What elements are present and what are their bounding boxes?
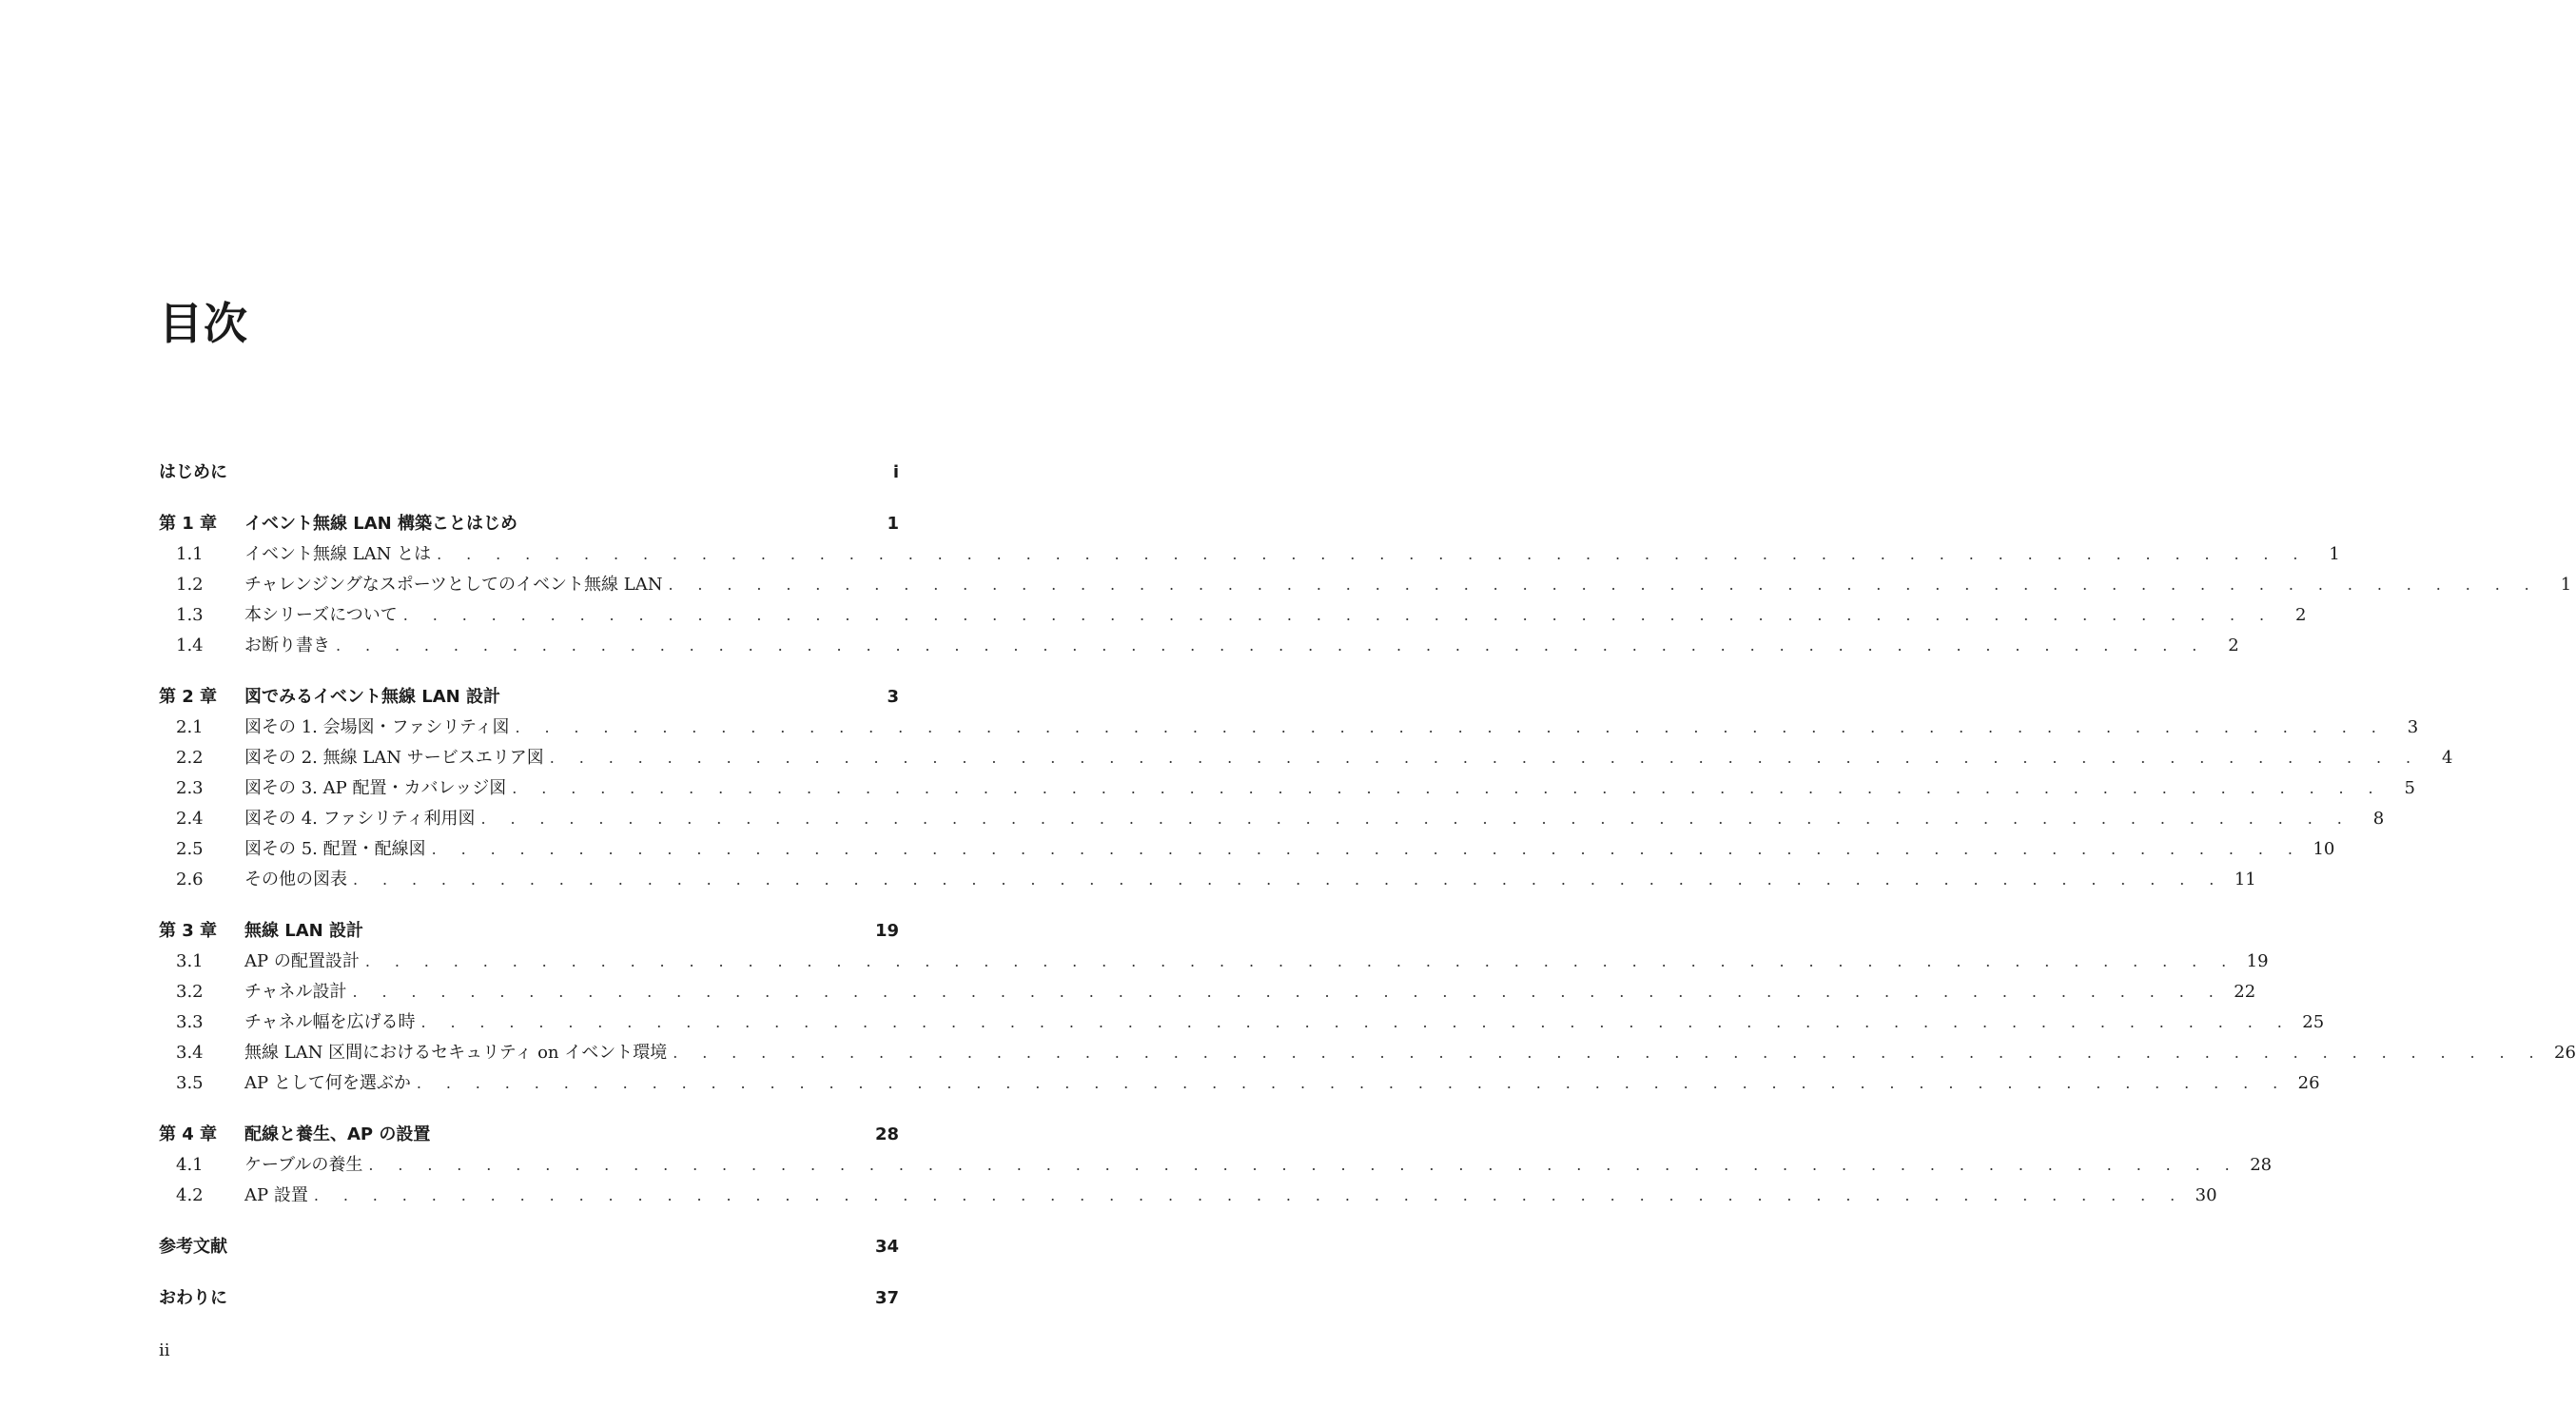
section-page: 11 [2234, 870, 2256, 889]
dot-leader: . . . . . . . . . . . . . . . . . . . . . . . . . . . . . . . . . . . . . . . . . . . . . . . . . . . . . . . . . . . . . . . . [353, 870, 2224, 889]
section-title: チャネル幅を広げる時 [244, 1012, 416, 1032]
section-page: 26 [2297, 1073, 2320, 1093]
section-number: 1.2 [176, 575, 204, 595]
toc-section-3-4[interactable] [159, 1038, 2576, 1068]
section-page: 22 [2234, 982, 2256, 1002]
chapter-page: 28 [874, 1124, 899, 1144]
toc-section-2-5[interactable] [159, 834, 2335, 865]
section-number: 3.1 [176, 951, 204, 971]
chapter-title: 配線と養生、AP の設置 [244, 1124, 431, 1144]
section-number: 2.6 [176, 870, 204, 889]
toc-chapter-4[interactable] [159, 1120, 899, 1150]
section-number: 2.4 [176, 809, 204, 829]
toc-entry-page: 34 [874, 1237, 899, 1257]
section-title: AP 設置 [244, 1185, 308, 1205]
toc-entry-afterword[interactable] [159, 1283, 899, 1314]
section-page: 10 [2313, 839, 2335, 859]
section-title: 無線 LAN 区間におけるセキュリティ on イベント環境 [244, 1043, 668, 1063]
toc-section-3-2[interactable] [159, 977, 2256, 1007]
section-title: 図その 5. 配置・配線図 [244, 839, 426, 859]
section-number: 1.3 [176, 605, 204, 625]
chapter-title: イベント無線 LAN 構築ことはじめ [244, 514, 517, 534]
toc-section-3-3[interactable] [159, 1007, 2325, 1038]
section-number: 3.4 [176, 1043, 204, 1063]
toc-section-1-1[interactable] [159, 539, 2340, 570]
chapter-title: 図でみるイベント無線 LAN 設計 [244, 687, 500, 707]
toc-section-2-4[interactable] [159, 804, 2385, 834]
dot-leader: . . . . . . . . . . . . . . . . . . . . . . . . . . . . . . . . . . . . . . . . . . . . . . . . . . . . . . . . . . . . . . . . [368, 1156, 2240, 1174]
toc-section-2-3[interactable] [159, 773, 2415, 804]
toc-section-4-1[interactable] [159, 1150, 2273, 1181]
chapter-number: 第 1 章 [159, 514, 218, 534]
toc-section-1-2[interactable] [159, 570, 2572, 600]
section-number: 3.2 [176, 982, 204, 1002]
chapter-number: 第 2 章 [159, 687, 218, 707]
toc-entry-page: i [892, 462, 899, 482]
section-number: 2.5 [176, 839, 204, 859]
chapter-title: 無線 LAN 設計 [244, 921, 363, 941]
toc-section-3-1[interactable] [159, 947, 2269, 977]
section-page: 19 [2246, 951, 2269, 971]
section-title: 図その 1. 会場図・ファシリティ図 [244, 717, 510, 737]
section-page: 5 [2404, 778, 2415, 798]
toc-section-2-6[interactable] [159, 865, 2256, 895]
section-number: 4.2 [176, 1185, 204, 1205]
dot-leader: . . . . . . . . . . . . . . . . . . . . . . . . . . . . . . . . . . . . . . . . . . . . . . . . . . . . . . . . . . . . . . . . [515, 718, 2387, 736]
dot-leader: . . . . . . . . . . . . . . . . . . . . . . . . . . . . . . . . . . . . . . . . . . . . . . . . . . . . . . . . . . . . . . . . [336, 636, 2207, 655]
section-number: 4.1 [176, 1155, 204, 1175]
dot-leader: . . . . . . . . . . . . . . . . . . . . . . . . . . . . . . . . . . . . . . . . . . . . . . . . . . . . . . . . . . . . . . . . [416, 1074, 2288, 1092]
section-page: 30 [2195, 1185, 2217, 1205]
dot-leader: . . . . . . . . . . . . . . . . . . . . . . . . . . . . . . . . . . . . . . . . . . . . . . . . . . . . . . . . . . . . . . . . [364, 952, 2236, 970]
section-title: お断り書き [244, 635, 330, 655]
section-title: その他の図表 [244, 870, 347, 889]
dot-leader: . . . . . . . . . . . . . . . . . . . . . . . . . . . . . . . . . . . . . . . . . . . . . . . . . . . . . . . . . . . . . . . . [673, 1044, 2544, 1062]
chapter-page: 1 [887, 514, 899, 534]
section-page: 2 [2295, 605, 2307, 625]
dot-leader: . . . . . . . . . . . . . . . . . . . . . . . . . . . . . . . . . . . . . . . . . . . . . . . . . . . . . . . . . . . . . . . . [437, 545, 2308, 563]
chapter-number: 第 3 章 [159, 921, 218, 941]
section-page: 28 [2250, 1155, 2273, 1175]
toc-chapter-3[interactable] [159, 916, 899, 947]
dot-leader: . . . . . . . . . . . . . . . . . . . . . . . . . . . . . . . . . . . . . . . . . . . . . . . . . . . . . . . . . . . . . . . . [402, 606, 2274, 624]
section-title: チャレンジングなスポーツとしてのイベント無線 LAN [244, 575, 663, 595]
toc-section-4-2[interactable] [159, 1181, 2217, 1211]
section-page: 26 [2554, 1043, 2576, 1063]
chapter-number: 第 4 章 [159, 1124, 218, 1144]
section-title: 図その 2. 無線 LAN サービスエリア図 [244, 748, 544, 768]
section-title: イベント無線 LAN とは [244, 544, 432, 564]
section-page: 8 [2372, 809, 2385, 829]
section-number: 1.4 [176, 635, 204, 655]
toc-section-2-1[interactable] [159, 713, 2419, 743]
toc-entry-page: 37 [874, 1288, 899, 1308]
section-title: ケーブルの養生 [244, 1155, 363, 1175]
toc-section-1-3[interactable] [159, 600, 2307, 631]
toc-chapter-1[interactable] [159, 509, 899, 539]
section-title: AP として何を選ぶか [244, 1073, 411, 1093]
section-number: 2.1 [176, 717, 204, 737]
dot-leader: . . . . . . . . . . . . . . . . . . . . . . . . . . . . . . . . . . . . . . . . . . . . . . . . . . . . . . . . . . . . . . . . [480, 810, 2352, 828]
section-page: 1 [2560, 575, 2572, 595]
dot-leader: . . . . . . . . . . . . . . . . . . . . . . . . . . . . . . . . . . . . . . . . . . . . . . . . . . . . . . . . . . . . . . . . [420, 1013, 2293, 1031]
section-number: 3.3 [176, 1012, 204, 1032]
section-number: 1.1 [176, 544, 204, 564]
section-title: 図その 4. ファシリティ利用図 [244, 809, 476, 829]
section-number: 3.5 [176, 1073, 204, 1093]
section-number: 2.2 [176, 748, 204, 768]
section-page: 2 [2228, 635, 2239, 655]
section-title: AP の配置設計 [244, 951, 360, 971]
dot-leader: . . . . . . . . . . . . . . . . . . . . . . . . . . . . . . . . . . . . . . . . . . . . . . . . . . . . . . . . . . . . . . . . [431, 840, 2303, 858]
toc-entry-title: 参考文献 [159, 1237, 227, 1257]
section-page: 3 [2407, 717, 2419, 737]
section-page: 4 [2442, 748, 2453, 768]
section-page: 25 [2302, 1012, 2325, 1032]
toc-entry-references[interactable] [159, 1232, 899, 1262]
toc-section-1-4[interactable] [159, 631, 2239, 661]
chapter-page: 3 [887, 687, 899, 707]
section-title: 本シリーズについて [244, 605, 398, 625]
section-page: 1 [2329, 544, 2340, 564]
dot-leader: . . . . . . . . . . . . . . . . . . . . . . . . . . . . . . . . . . . . . . . . . . . . . . . . . . . . . . . . . . . . . . . . [668, 576, 2540, 594]
table-of-contents [159, 458, 2576, 1314]
section-number: 2.3 [176, 778, 204, 798]
page-title: 目次 [159, 298, 248, 349]
dot-leader: . . . . . . . . . . . . . . . . . . . . . . . . . . . . . . . . . . . . . . . . . . . . . . . . . . . . . . . . . . . . . . . . [512, 779, 2383, 797]
toc-entry-title: おわりに [159, 1288, 227, 1308]
toc-section-2-2[interactable] [159, 743, 2453, 773]
dot-leader: . . . . . . . . . . . . . . . . . . . . . . . . . . . . . . . . . . . . . . . . . . . . . . . . . . . . . . . . . . . . . . . . [313, 1186, 2185, 1204]
dot-leader: . . . . . . . . . . . . . . . . . . . . . . . . . . . . . . . . . . . . . . . . . . . . . . . . . . . . . . . . . . . . . . . . [352, 983, 2224, 1001]
section-title: チャネル設計 [244, 982, 347, 1002]
section-title: 図その 3. AP 配置・カバレッジ図 [244, 778, 507, 798]
dot-leader: . . . . . . . . . . . . . . . . . . . . . . . . . . . . . . . . . . . . . . . . . . . . . . . . . . . . . . . . . . . . . . . . [549, 749, 2421, 767]
toc-entry-title: はじめに [159, 462, 227, 482]
chapter-page: 19 [874, 921, 899, 941]
toc-section-3-5[interactable] [159, 1068, 2320, 1099]
toc-entry-preface[interactable] [159, 458, 899, 488]
toc-chapter-2[interactable] [159, 682, 899, 713]
page-number: ii [159, 1340, 170, 1360]
